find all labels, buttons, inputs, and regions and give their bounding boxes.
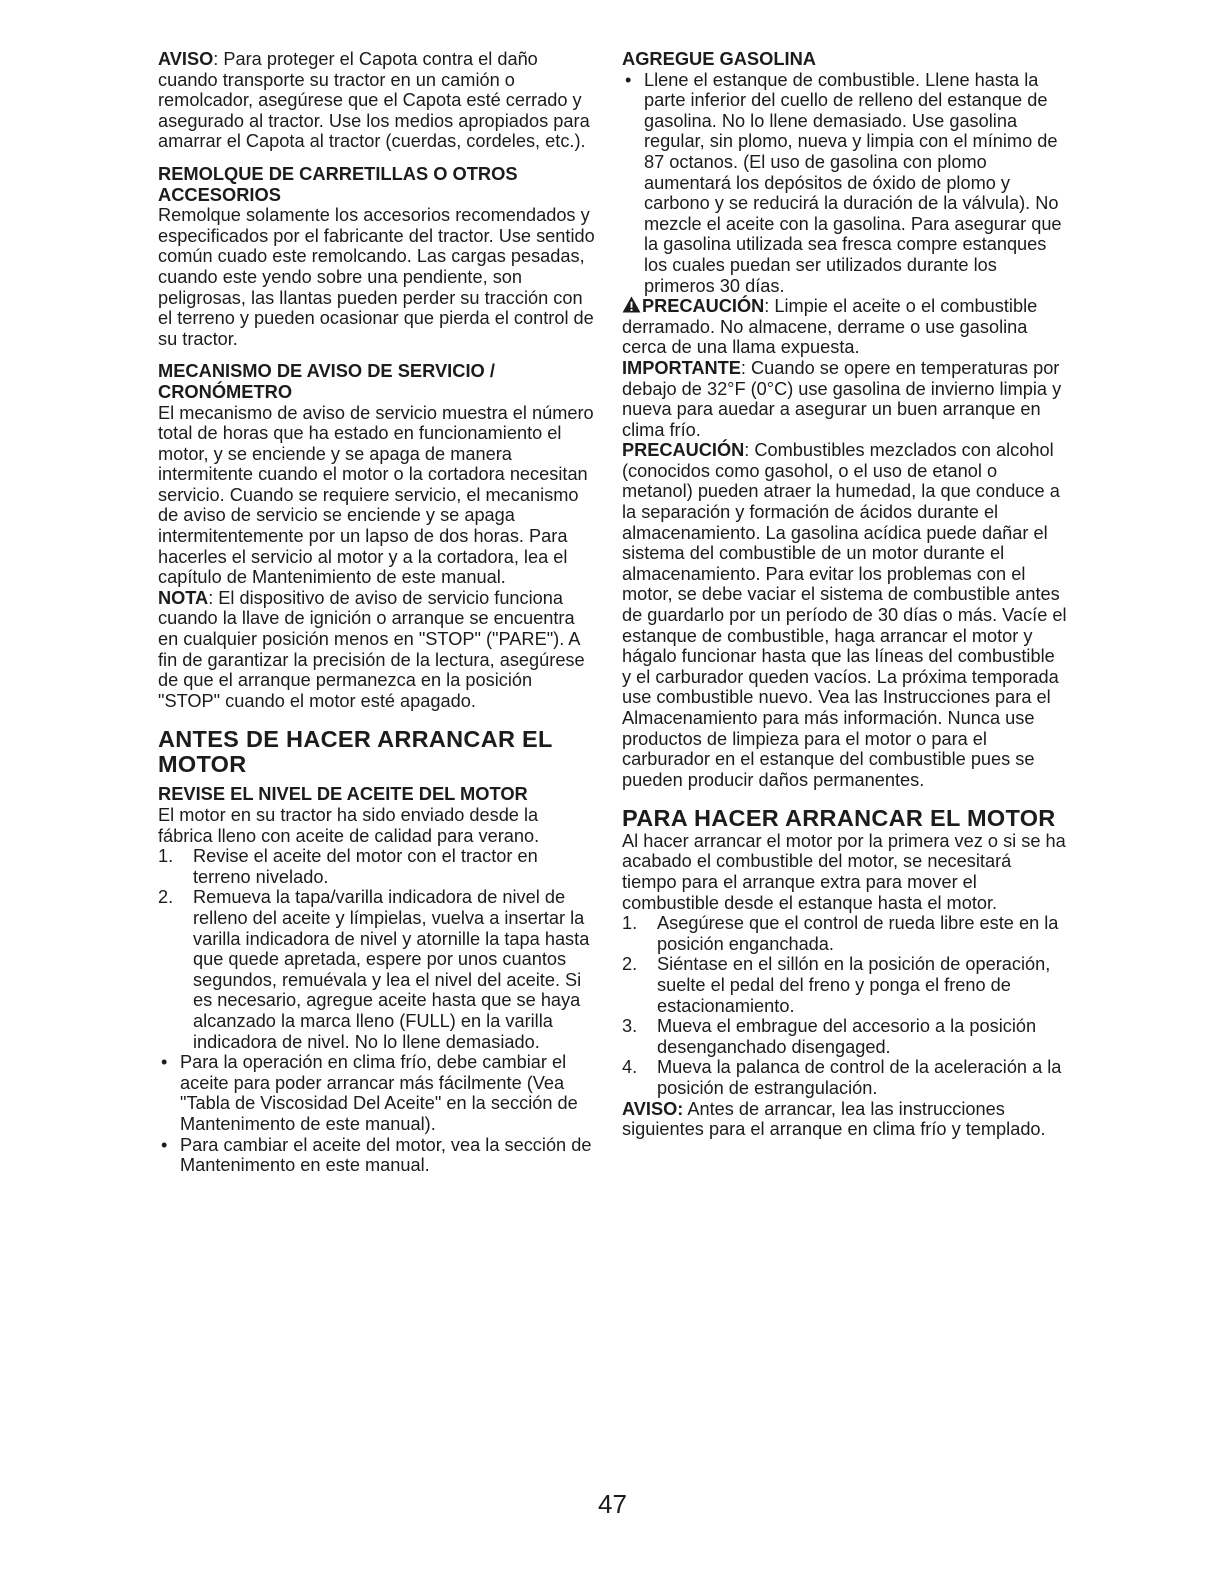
arrancar-steps-list <box>622 913 1067 1098</box>
remolque-heading: REMOLQUE DE CARRETILLAS O OTROS ACCESORIOS <box>158 162 518 205</box>
bullet-text: Para la operación en clima frío, debe cambiar el aceite para poder arrancar más fácilmente (Vea "Tabla de Viscosidad Del Aceite" en la sección de Mantenimento de este manual). <box>180 1052 578 1134</box>
page-number: 47 <box>598 1489 627 1519</box>
antes-heading: ANTES DE HACER ARRANCAR EL MOTOR <box>158 726 553 777</box>
list-item <box>622 913 1067 954</box>
nota-paragraph <box>158 588 596 712</box>
remolque-text: Remolque solamente los accesorios recomendados y especificados por el fabricante del tractor. Use sentido común cuado este remolcando. Las cargas pesadas, cuando este yendo sobre una pendiente, son peligrosas, las llantas pueden perder su tracción con el terreno y pueden ocasionar que pierda el control de su tractor. <box>158 205 595 349</box>
importante-label: IMPORTANTE <box>622 357 741 378</box>
agregue-heading: AGREGUE GASOLINA <box>622 48 816 69</box>
list-item <box>158 1052 596 1134</box>
importante-text: : Cuando se opere en temperaturas por debajo de 32°F (0°C) use gasolina de invierno limpia y nueva para auedar a asegurar un buen arranque en clima frío. <box>622 357 1062 440</box>
importante-paragraph <box>622 358 1067 440</box>
list-item <box>158 1135 596 1176</box>
step-text: Revise el aceite del motor con el tractor en terreno nivelado. <box>193 846 538 887</box>
list-item <box>158 887 596 1052</box>
step-text: Remueva la tapa/varilla indicadora de nivel de relleno del aceite y límpielas, vuelva a insertar la varilla indicadora de nivel y atornille la tapa hasta que quede apretada, espere por unos cuantos segundos, remuévala y lea el nivel del aceite. Si es necesario, agregue aceite hasta que se haya alcanzado la marca lleno (FULL) en la varilla indicadora de nivel. No lo llene demasiado. <box>193 887 590 1052</box>
list-item <box>622 70 1067 297</box>
bullet-text: Para cambiar el aceite del motor, vea la sección de Mantenimento en este manual. <box>180 1134 592 1176</box>
warning-triangle-icon <box>622 296 641 313</box>
aviso-label: AVISO <box>158 49 214 69</box>
right-column <box>622 49 1067 1140</box>
nota-label: NOTA <box>158 587 209 608</box>
precaucion-text: : Limpie el aceite o el combustible derramado. No almacene, derrame o use gasolina cerca de una llama expuesta. <box>622 296 1038 358</box>
aviso-cold-start-paragraph <box>622 1099 1067 1140</box>
aviso-text: : Para proteger el Capota contra el daño cuando transporte su tractor en un camión o remolcador, asegúrese que el Capota esté cerrado y asegurado al tractor. Use los medios apropiados para amarrar el Capota al tractor (cuerdas, cordeles, etc.). <box>158 49 590 152</box>
step-number: 1. <box>158 846 174 867</box>
step-number: 1. <box>622 913 638 934</box>
list-item <box>622 1016 1067 1057</box>
agregue-bullets-list <box>622 70 1067 297</box>
bullet-icon: • <box>161 1052 168 1073</box>
precaucion-fuel-paragraph <box>622 296 1067 358</box>
step-text: Mueva la palanca de control de la aceleración a la posición de estrangulación. <box>657 1057 1062 1098</box>
step-text: Siéntase en el sillón en la posición de operación, suelte el pedal del freno y ponga el freno de estacionamiento. <box>657 954 1051 1016</box>
list-item <box>622 1057 1067 1098</box>
step-text: Asegúrese que el control de rueda libre este en la posición enganchada. <box>657 913 1059 954</box>
revise-bullets-list <box>158 1052 596 1176</box>
bullet-icon: • <box>625 69 632 90</box>
revise-subheading: REVISE EL NIVEL DE ACEITE DEL MOTOR <box>158 783 528 805</box>
step-number: 3. <box>622 1016 638 1037</box>
aviso-transport-paragraph <box>158 49 596 152</box>
arrancar-heading: PARA HACER ARRANCAR EL MOTOR <box>622 805 1056 832</box>
step-number: 4. <box>622 1057 638 1078</box>
arrancar-intro: Al hacer arrancar el motor por la primera vez o si se ha acabado el combustible del motor, se necesitará tiempo para el arranque extra para mover el combustible desde el estanque hasta el motor. <box>622 830 1066 913</box>
precaucion-label: PRECAUCIÓN <box>642 296 765 317</box>
bullet-text: Llene el estanque de combustible. Llene hasta la parte inferior del cuello de relleno del estanque de gasolina. No lo llene demasiado. Use gasolina regular, sin plomo, nueva y limpia con el mínimo de 87 octanos. (El uso de gasolina con plomo aumentará los depósitos de óxido de plomo y carbono y se reducirá la duración de la válvula). No mezcle el aceite con la gasolina. Para asegurar que la gasolina utilizada sea fresca compre estanques los cuales puedan ser utilizados durante los primeros 30 días. <box>644 69 1062 296</box>
list-item <box>622 954 1067 1016</box>
nota-text: : El dispositivo de aviso de servicio funciona cuando la llave de ignición o arranque se encuentra en cualquier posición menos en "STOP" ("PARE"). A fin de garantizar la precisión de la lectura, asegúrese de que el arranque permanezca en la posición "STOP" cuando el motor esté apagado. <box>158 587 585 711</box>
mecanismo-text: El mecanismo de aviso de servicio muestra el número total de horas que ha estado en funcionamiento el motor, y se enciende y se apaga de manera intermitente cuando el motor o la cortadora necesitan servicio. Cuando se requiere servicio, el mecanismo de aviso de servicio se enciende y se apaga intermitentemente por un lapso de dos horas. Para hacerles el servicio al motor y a la cortadora, lea el capítulo de Mantenimiento de este manual. <box>158 402 594 588</box>
list-item <box>158 846 596 887</box>
left-column <box>158 49 596 1176</box>
precaucion-text: : Combustibles mezclados con alcohol (conocidos como gasohol, o el uso de etanol o metanol) pueden atraer la humedad, la que conduce a la separación y formación de ácidos durante el almacenamiento. La gasolina acídica puede dañar el sistema del combustible de un motor durante el almacenamiento. Para evitar los problemas con el motor, se debe vaciar el sistema de combustible antes de guardarlo por un período de 30 días o más. Vacíe el estanque de combustible, haga arrancar el motor y hágalo funcionar hasta que las líneas del combustible y el carburador queden vacíos. La próxima temporada use combustible nuevo. Vea las Instrucciones para el Almacenamiento para más información. Nunca use productos de limpieza para el motor o para el carburador en el estanque del combustible pues se pueden producir daños permanentes. <box>622 440 1067 790</box>
precaucion-alcohol-paragraph <box>622 440 1067 790</box>
aviso-label: AVISO: <box>622 1098 684 1119</box>
revise-intro: El motor en su tractor ha sido enviado desde la fábrica lleno con aceite de calidad para verano. <box>158 805 540 846</box>
revise-steps-list <box>158 846 596 1052</box>
step-number: 2. <box>158 887 174 908</box>
aviso-text: Antes de arrancar, lea las instrucciones siguientes para el arranque en clima frío y templado. <box>622 1098 1046 1140</box>
mecanismo-heading: MECANISMO DE AVISO DE SERVICIO / CRONÓMETRO <box>158 360 495 402</box>
step-number: 2. <box>622 954 638 975</box>
bullet-icon: • <box>161 1134 168 1155</box>
precaucion-label: PRECAUCIÓN <box>622 440 745 461</box>
step-text: Mueva el embrague del accesorio a la posición desenganchado disengaged. <box>657 1016 1037 1057</box>
